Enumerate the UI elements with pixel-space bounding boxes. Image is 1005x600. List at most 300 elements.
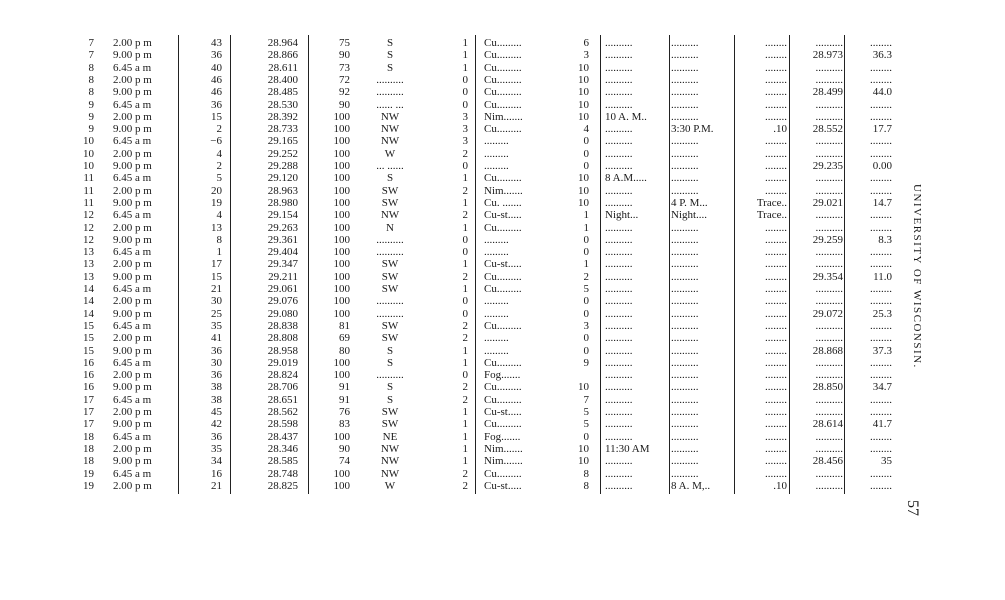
cell-precip-began: ..........: [605, 246, 633, 259]
cell-day: 18: [83, 430, 94, 443]
table-row: [0, 234, 900, 247]
cell-mean-temp: ........: [870, 172, 892, 185]
cell-mean-barometer: ..........: [815, 37, 843, 49]
cell-wind-force: 0: [462, 369, 468, 382]
cell-cloud-kind: Cu-st.....: [484, 406, 522, 418]
cell-mean-barometer: ..........: [815, 61, 843, 74]
cell-precip-ended: ..........: [671, 233, 699, 246]
cell-mean-temp: ........: [870, 430, 892, 443]
cell-precip-began: ..........: [605, 369, 633, 382]
rule-after-temperature: [230, 35, 231, 494]
cell-precip-ended: ..........: [671, 110, 699, 123]
table-row: [0, 271, 900, 284]
cell-hour: 9.00 p m: [113, 344, 152, 357]
cell-mean-temp: ........: [870, 283, 892, 295]
cell-hour: 2.00 p m: [113, 37, 152, 49]
cell-humidity: 76: [339, 406, 350, 418]
cell-cloud-amount: 10: [578, 61, 589, 74]
cell-hour: 6.45 a m: [113, 319, 152, 332]
cell-precip-began: ..........: [605, 393, 633, 406]
cell-mean-barometer: ..........: [815, 110, 843, 123]
cell-barometer: 28.437: [267, 430, 298, 443]
cell-cloud-amount: 0: [583, 332, 589, 345]
cell-cloud-kind: Nim.......: [484, 184, 523, 197]
cell-mean-temp: ........: [870, 332, 892, 345]
cell-humidity: 74: [339, 455, 350, 468]
cell-precip-began: ..........: [605, 73, 633, 86]
cell-mean-temp: ........: [870, 246, 892, 259]
table-row: [0, 37, 900, 50]
cell-wind-force: 1: [462, 418, 468, 431]
cell-precip-amount: ........: [765, 233, 787, 246]
cell-precip-amount: ........: [765, 86, 787, 99]
cell-wind-force: 2: [462, 393, 468, 406]
cell-mean-temp: 36.3: [872, 49, 892, 62]
cell-mean-temp: ........: [870, 393, 892, 406]
cell-day: 18: [83, 455, 94, 468]
rule-after-barometer: [308, 35, 309, 494]
cell-day: 7: [88, 49, 94, 62]
cell-precip-began: ..........: [605, 418, 633, 431]
table-row: [0, 148, 900, 161]
cell-wind-force: 0: [462, 73, 468, 86]
table-row: [0, 320, 900, 333]
cell-mean-barometer: ..........: [815, 135, 843, 148]
cell-cloud-amount: 10: [578, 184, 589, 197]
cell-cloud-amount: 10: [578, 172, 589, 185]
cell-wind-force: 1: [462, 442, 468, 455]
cell-day: 8: [88, 61, 94, 74]
cell-hour: 9.00 p m: [113, 49, 152, 62]
page-number: [903, 500, 921, 526]
cell-cloud-amount: 0: [583, 233, 589, 246]
cell-cloud-kind: .........: [484, 233, 509, 246]
cell-hour: 2.00 p m: [113, 73, 152, 86]
cell-humidity: 100: [333, 123, 350, 136]
cell-cloud-kind: .........: [484, 160, 509, 172]
cell-cloud-amount: 0: [583, 147, 589, 160]
cell-mean-barometer: ..........: [815, 221, 843, 234]
cell-mean-barometer: ..........: [815, 184, 843, 197]
cell-temperature: 5: [216, 172, 222, 185]
table-row: [0, 99, 900, 112]
cell-humidity: 100: [333, 246, 350, 259]
cell-mean-temp: ........: [870, 61, 892, 74]
cell-day: 17: [83, 393, 94, 406]
cell-barometer: 29.288: [267, 160, 298, 172]
cell-mean-barometer: ..........: [815, 73, 843, 86]
cell-wind-force: 2: [462, 184, 468, 197]
cell-humidity: 100: [333, 270, 350, 283]
cell-mean-barometer: ..........: [815, 98, 843, 111]
cell-temperature: 43: [211, 37, 222, 49]
cell-hour: 9.00 p m: [113, 270, 152, 283]
cell-temperature: 25: [211, 307, 222, 320]
cell-wind-force: 0: [462, 295, 468, 308]
cell-hour: 9.00 p m: [113, 418, 152, 431]
cell-precip-amount: ........: [765, 258, 787, 271]
cell-wind-force: 1: [462, 172, 468, 185]
cell-day: 11: [83, 172, 94, 185]
cell-humidity: 73: [339, 61, 350, 74]
cell-hour: 2.00 p m: [113, 479, 152, 492]
cell-cloud-kind: Cu.........: [484, 86, 522, 99]
cell-cloud-amount: 10: [578, 86, 589, 99]
cell-cloud-kind: Cu-st.....: [484, 479, 522, 492]
cell-precip-amount: ........: [765, 344, 787, 357]
cell-cloud-kind: Cu.........: [484, 319, 522, 332]
cell-day: 13: [83, 270, 94, 283]
cell-cloud-kind: Cu.........: [484, 270, 522, 283]
cell-mean-temp: 8.3: [878, 233, 892, 246]
cell-temperature: 34: [211, 455, 222, 468]
cell-hour: 6.45 a m: [113, 172, 152, 185]
cell-wind-direction: ...... ...: [376, 98, 404, 111]
cell-humidity: 100: [333, 467, 350, 480]
cell-precip-began: 10 A. M..: [605, 110, 647, 123]
cell-mean-barometer: 29.021: [812, 196, 843, 209]
cell-day: 9: [88, 123, 94, 136]
cell-precip-began: ..........: [605, 37, 633, 49]
cell-wind-force: 2: [462, 147, 468, 160]
cell-wind-direction: NW: [380, 123, 400, 136]
cell-cloud-amount: 3: [583, 49, 589, 62]
cell-mean-temp: ........: [870, 135, 892, 148]
cell-cloud-kind: Nim.......: [484, 455, 523, 468]
cell-cloud-kind: Cu.........: [484, 221, 522, 234]
cell-barometer: 28.733: [267, 123, 298, 136]
cell-wind-force: 2: [462, 209, 468, 222]
table-row: [0, 49, 900, 62]
cell-cloud-amount: 10: [578, 442, 589, 455]
rule-after-wind-force: [475, 35, 476, 494]
cell-barometer: 29.080: [267, 307, 298, 320]
cell-precip-began: ..........: [605, 270, 633, 283]
cell-precip-amount: ........: [765, 369, 787, 382]
cell-precip-amount: ........: [765, 430, 787, 443]
cell-hour: 6.45 a m: [113, 246, 152, 259]
cell-barometer: 29.361: [267, 233, 298, 246]
cell-temperature: 35: [211, 442, 222, 455]
cell-day: 17: [83, 418, 94, 431]
cell-temperature: 30: [211, 295, 222, 308]
cell-temperature: 13: [211, 221, 222, 234]
cell-precip-amount: ........: [765, 37, 787, 49]
cell-mean-temp: ........: [870, 295, 892, 308]
cell-mean-temp: ........: [870, 356, 892, 369]
cell-mean-temp: 34.7: [872, 381, 892, 394]
cell-mean-temp: ........: [870, 258, 892, 271]
cell-day: 10: [83, 135, 94, 148]
cell-wind-force: 0: [462, 246, 468, 259]
cell-temperature: 1: [216, 246, 222, 259]
rule-after-precip-ended: [734, 35, 735, 494]
cell-temperature: 38: [211, 393, 222, 406]
cell-barometer: 28.585: [267, 455, 298, 468]
cell-cloud-amount: 3: [583, 319, 589, 332]
cell-wind-direction: ..........: [376, 307, 404, 320]
cell-humidity: 92: [339, 86, 350, 99]
cell-precip-amount: ........: [765, 467, 787, 480]
cell-cloud-kind: .........: [484, 135, 509, 148]
table-row: [0, 135, 900, 148]
cell-wind-direction: ..........: [376, 246, 404, 259]
cell-precip-ended: ..........: [671, 184, 699, 197]
cell-temperature: 4: [216, 209, 222, 222]
cell-wind-force: 1: [462, 196, 468, 209]
cell-precip-began: Night...: [605, 209, 639, 222]
cell-day: 10: [83, 147, 94, 160]
cell-day: 13: [83, 258, 94, 271]
cell-cloud-amount: 0: [583, 307, 589, 320]
cell-cloud-kind: Cu.........: [484, 467, 522, 480]
cell-humidity: 100: [333, 430, 350, 443]
cell-precip-began: ..........: [605, 61, 633, 74]
cell-humidity: 83: [339, 418, 350, 431]
cell-day: 14: [83, 295, 94, 308]
cell-mean-barometer: ..........: [815, 467, 843, 480]
cell-temperature: 15: [211, 270, 222, 283]
cell-mean-barometer: 28.614: [812, 418, 843, 431]
cell-hour: 9.00 p m: [113, 307, 152, 320]
cell-barometer: 29.211: [268, 270, 298, 283]
cell-humidity: 75: [339, 37, 350, 49]
cell-barometer: 28.392: [267, 110, 298, 123]
cell-precip-began: 8 A.M.....: [605, 172, 647, 185]
cell-wind-direction: W: [384, 147, 396, 160]
cell-temperature: 36: [211, 49, 222, 62]
cell-precip-amount: ........: [765, 381, 787, 394]
cell-mean-temp: 37.3: [872, 344, 892, 357]
cell-mean-barometer: 28.499: [812, 86, 843, 99]
table-row: [0, 295, 900, 308]
cell-barometer: 29.404: [267, 246, 298, 259]
cell-cloud-kind: Cu-st.....: [484, 209, 522, 222]
cell-cloud-kind: .........: [484, 295, 509, 308]
table-row: [0, 258, 900, 271]
cell-mean-barometer: ..........: [815, 406, 843, 418]
cell-wind-force: 1: [462, 221, 468, 234]
cell-humidity: 100: [333, 135, 350, 148]
cell-barometer: 28.706: [267, 381, 298, 394]
cell-precip-amount: .10: [773, 479, 787, 492]
cell-mean-temp: 11.0: [873, 270, 892, 283]
cell-barometer: 28.825: [267, 479, 298, 492]
cell-cloud-kind: Fog.......: [484, 430, 521, 443]
cell-humidity: 91: [339, 381, 350, 394]
rule-after-mean-barometer: [844, 35, 845, 494]
cell-precip-ended: Night....: [671, 209, 708, 222]
table-row: [0, 62, 900, 75]
cell-wind-direction: NW: [380, 455, 400, 468]
cell-hour: 9.00 p m: [113, 123, 152, 136]
table-row: [0, 345, 900, 358]
cell-barometer: 29.061: [267, 283, 298, 295]
cell-mean-barometer: 28.850: [812, 381, 843, 394]
cell-humidity: 100: [333, 295, 350, 308]
cell-wind-direction: SW: [381, 332, 399, 345]
cell-day: 13: [83, 246, 94, 259]
cell-day: 16: [83, 381, 94, 394]
cell-precip-began: ..........: [605, 49, 633, 62]
cell-wind-force: 1: [462, 344, 468, 357]
cell-wind-direction: SW: [381, 184, 399, 197]
cell-precip-ended: ..........: [671, 356, 699, 369]
cell-precip-amount: ........: [765, 172, 787, 185]
table-row: [0, 443, 900, 456]
cell-temperature: 21: [211, 479, 222, 492]
cell-cloud-amount: 1: [583, 258, 589, 271]
cell-temperature: 20: [211, 184, 222, 197]
cell-precip-began: ..........: [605, 332, 633, 345]
cell-precip-began: ..........: [605, 467, 633, 480]
cell-wind-direction: ..........: [376, 73, 404, 86]
cell-precip-ended: ..........: [671, 369, 699, 382]
cell-day: 14: [83, 283, 94, 295]
cell-temperature: 36: [211, 344, 222, 357]
cell-hour: 2.00 p m: [113, 369, 152, 382]
cell-barometer: 28.562: [267, 406, 298, 418]
cell-precip-ended: ..........: [671, 172, 699, 185]
cell-day: 16: [83, 369, 94, 382]
cell-precip-amount: ........: [765, 147, 787, 160]
cell-barometer: 29.252: [267, 147, 298, 160]
cell-cloud-kind: Cu.........: [484, 49, 522, 62]
table-row: [0, 468, 900, 481]
cell-wind-direction: W: [384, 479, 396, 492]
cell-barometer: 28.651: [267, 393, 298, 406]
cell-precip-began: ..........: [605, 221, 633, 234]
cell-precip-amount: ........: [765, 73, 787, 86]
cell-day: 19: [83, 479, 94, 492]
cell-mean-barometer: ..........: [815, 430, 843, 443]
cell-humidity: 100: [333, 356, 350, 369]
cell-cloud-kind: .........: [484, 307, 509, 320]
table-row: [0, 418, 900, 431]
cell-temperature: 17: [211, 258, 222, 271]
cell-humidity: 72: [339, 73, 350, 86]
cell-mean-barometer: ..........: [815, 442, 843, 455]
cell-wind-direction: ..........: [376, 233, 404, 246]
table-row: [0, 357, 900, 370]
cell-precip-amount: ........: [765, 270, 787, 283]
cell-precip-amount: Trace..: [756, 209, 787, 222]
table-row: [0, 197, 900, 210]
cell-cloud-kind: Cu.........: [484, 418, 522, 431]
cell-temperature: −6: [210, 135, 222, 148]
cell-humidity: 81: [339, 319, 350, 332]
cell-hour: 6.45 a m: [113, 283, 152, 295]
cell-cloud-amount: 0: [583, 135, 589, 148]
cell-wind-force: 1: [462, 258, 468, 271]
cell-cloud-kind: .........: [484, 344, 509, 357]
cell-humidity: 100: [333, 283, 350, 295]
cell-precip-amount: ........: [765, 442, 787, 455]
cell-hour: 2.00 p m: [113, 221, 152, 234]
cell-cloud-amount: 8: [583, 467, 589, 480]
cell-wind-direction: NW: [380, 135, 400, 148]
cell-mean-barometer: ..........: [815, 332, 843, 345]
cell-day: 14: [83, 307, 94, 320]
cell-mean-temp: 25.3: [872, 307, 892, 320]
cell-wind-force: 2: [462, 467, 468, 480]
cell-hour: 6.45 a m: [113, 98, 152, 111]
cell-cloud-kind: Cu.........: [484, 356, 522, 369]
cell-humidity: 100: [333, 258, 350, 271]
cell-humidity: 100: [333, 110, 350, 123]
cell-precip-ended: ..........: [671, 406, 699, 418]
cell-mean-temp: ........: [870, 98, 892, 111]
cell-hour: 2.00 p m: [113, 406, 152, 418]
cell-day: 16: [83, 356, 94, 369]
cell-precip-ended: ..........: [671, 418, 699, 431]
cell-day: 17: [83, 406, 94, 418]
cell-humidity: 100: [333, 233, 350, 246]
cell-day: 12: [83, 233, 94, 246]
cell-mean-temp: ........: [870, 479, 892, 492]
cell-barometer: 28.808: [267, 332, 298, 345]
cell-barometer: 28.485: [267, 86, 298, 99]
cell-mean-barometer: ..........: [815, 147, 843, 160]
cell-wind-direction: S: [386, 37, 394, 49]
cell-cloud-amount: 10: [578, 110, 589, 123]
cell-temperature: 19: [211, 196, 222, 209]
cell-cloud-amount: 2: [583, 270, 589, 283]
cell-hour: 9.00 p m: [113, 86, 152, 99]
cell-precip-ended: ..........: [671, 135, 699, 148]
cell-precip-ended: ..........: [671, 295, 699, 308]
cell-precip-ended: ..........: [671, 160, 699, 172]
cell-mean-temp: ........: [870, 37, 892, 49]
cell-cloud-kind: .........: [484, 147, 509, 160]
cell-cloud-amount: 0: [583, 344, 589, 357]
cell-precip-amount: ........: [765, 110, 787, 123]
cell-mean-temp: ........: [870, 369, 892, 382]
cell-wind-force: 2: [462, 479, 468, 492]
cell-cloud-amount: [565, 369, 589, 382]
cell-precip-amount: ........: [765, 418, 787, 431]
cell-precip-began: ..........: [605, 479, 633, 492]
cell-cloud-kind: .........: [484, 246, 509, 259]
cell-wind-force: 0: [462, 98, 468, 111]
cell-mean-temp: ........: [870, 406, 892, 418]
cell-temperature: 38: [211, 381, 222, 394]
cell-mean-barometer: ..........: [815, 246, 843, 259]
cell-hour: 9.00 p m: [113, 455, 152, 468]
cell-wind-force: 3: [462, 110, 468, 123]
cell-barometer: 28.980: [267, 196, 298, 209]
cell-day: 15: [83, 344, 94, 357]
cell-precip-amount: ........: [765, 160, 787, 172]
cell-precip-ended: 4 P. M...: [671, 196, 708, 209]
table-row: [0, 160, 900, 173]
table-row: [0, 455, 900, 468]
cell-temperature: 21: [211, 283, 222, 295]
cell-humidity: 80: [339, 344, 350, 357]
cell-wind-force: 1: [462, 406, 468, 418]
cell-wind-direction: SW: [381, 196, 399, 209]
cell-barometer: 29.165: [267, 135, 298, 148]
cell-wind-force: 0: [462, 160, 468, 172]
cell-mean-temp: ........: [870, 221, 892, 234]
cell-barometer: 28.964: [267, 37, 298, 49]
cell-precip-began: ..........: [605, 196, 633, 209]
cell-wind-direction: SW: [381, 258, 399, 271]
cell-barometer: 28.346: [267, 442, 298, 455]
cell-hour: 6.45 a m: [113, 430, 152, 443]
cell-precip-began: ..........: [605, 258, 633, 271]
cell-mean-barometer: ..........: [815, 209, 843, 222]
